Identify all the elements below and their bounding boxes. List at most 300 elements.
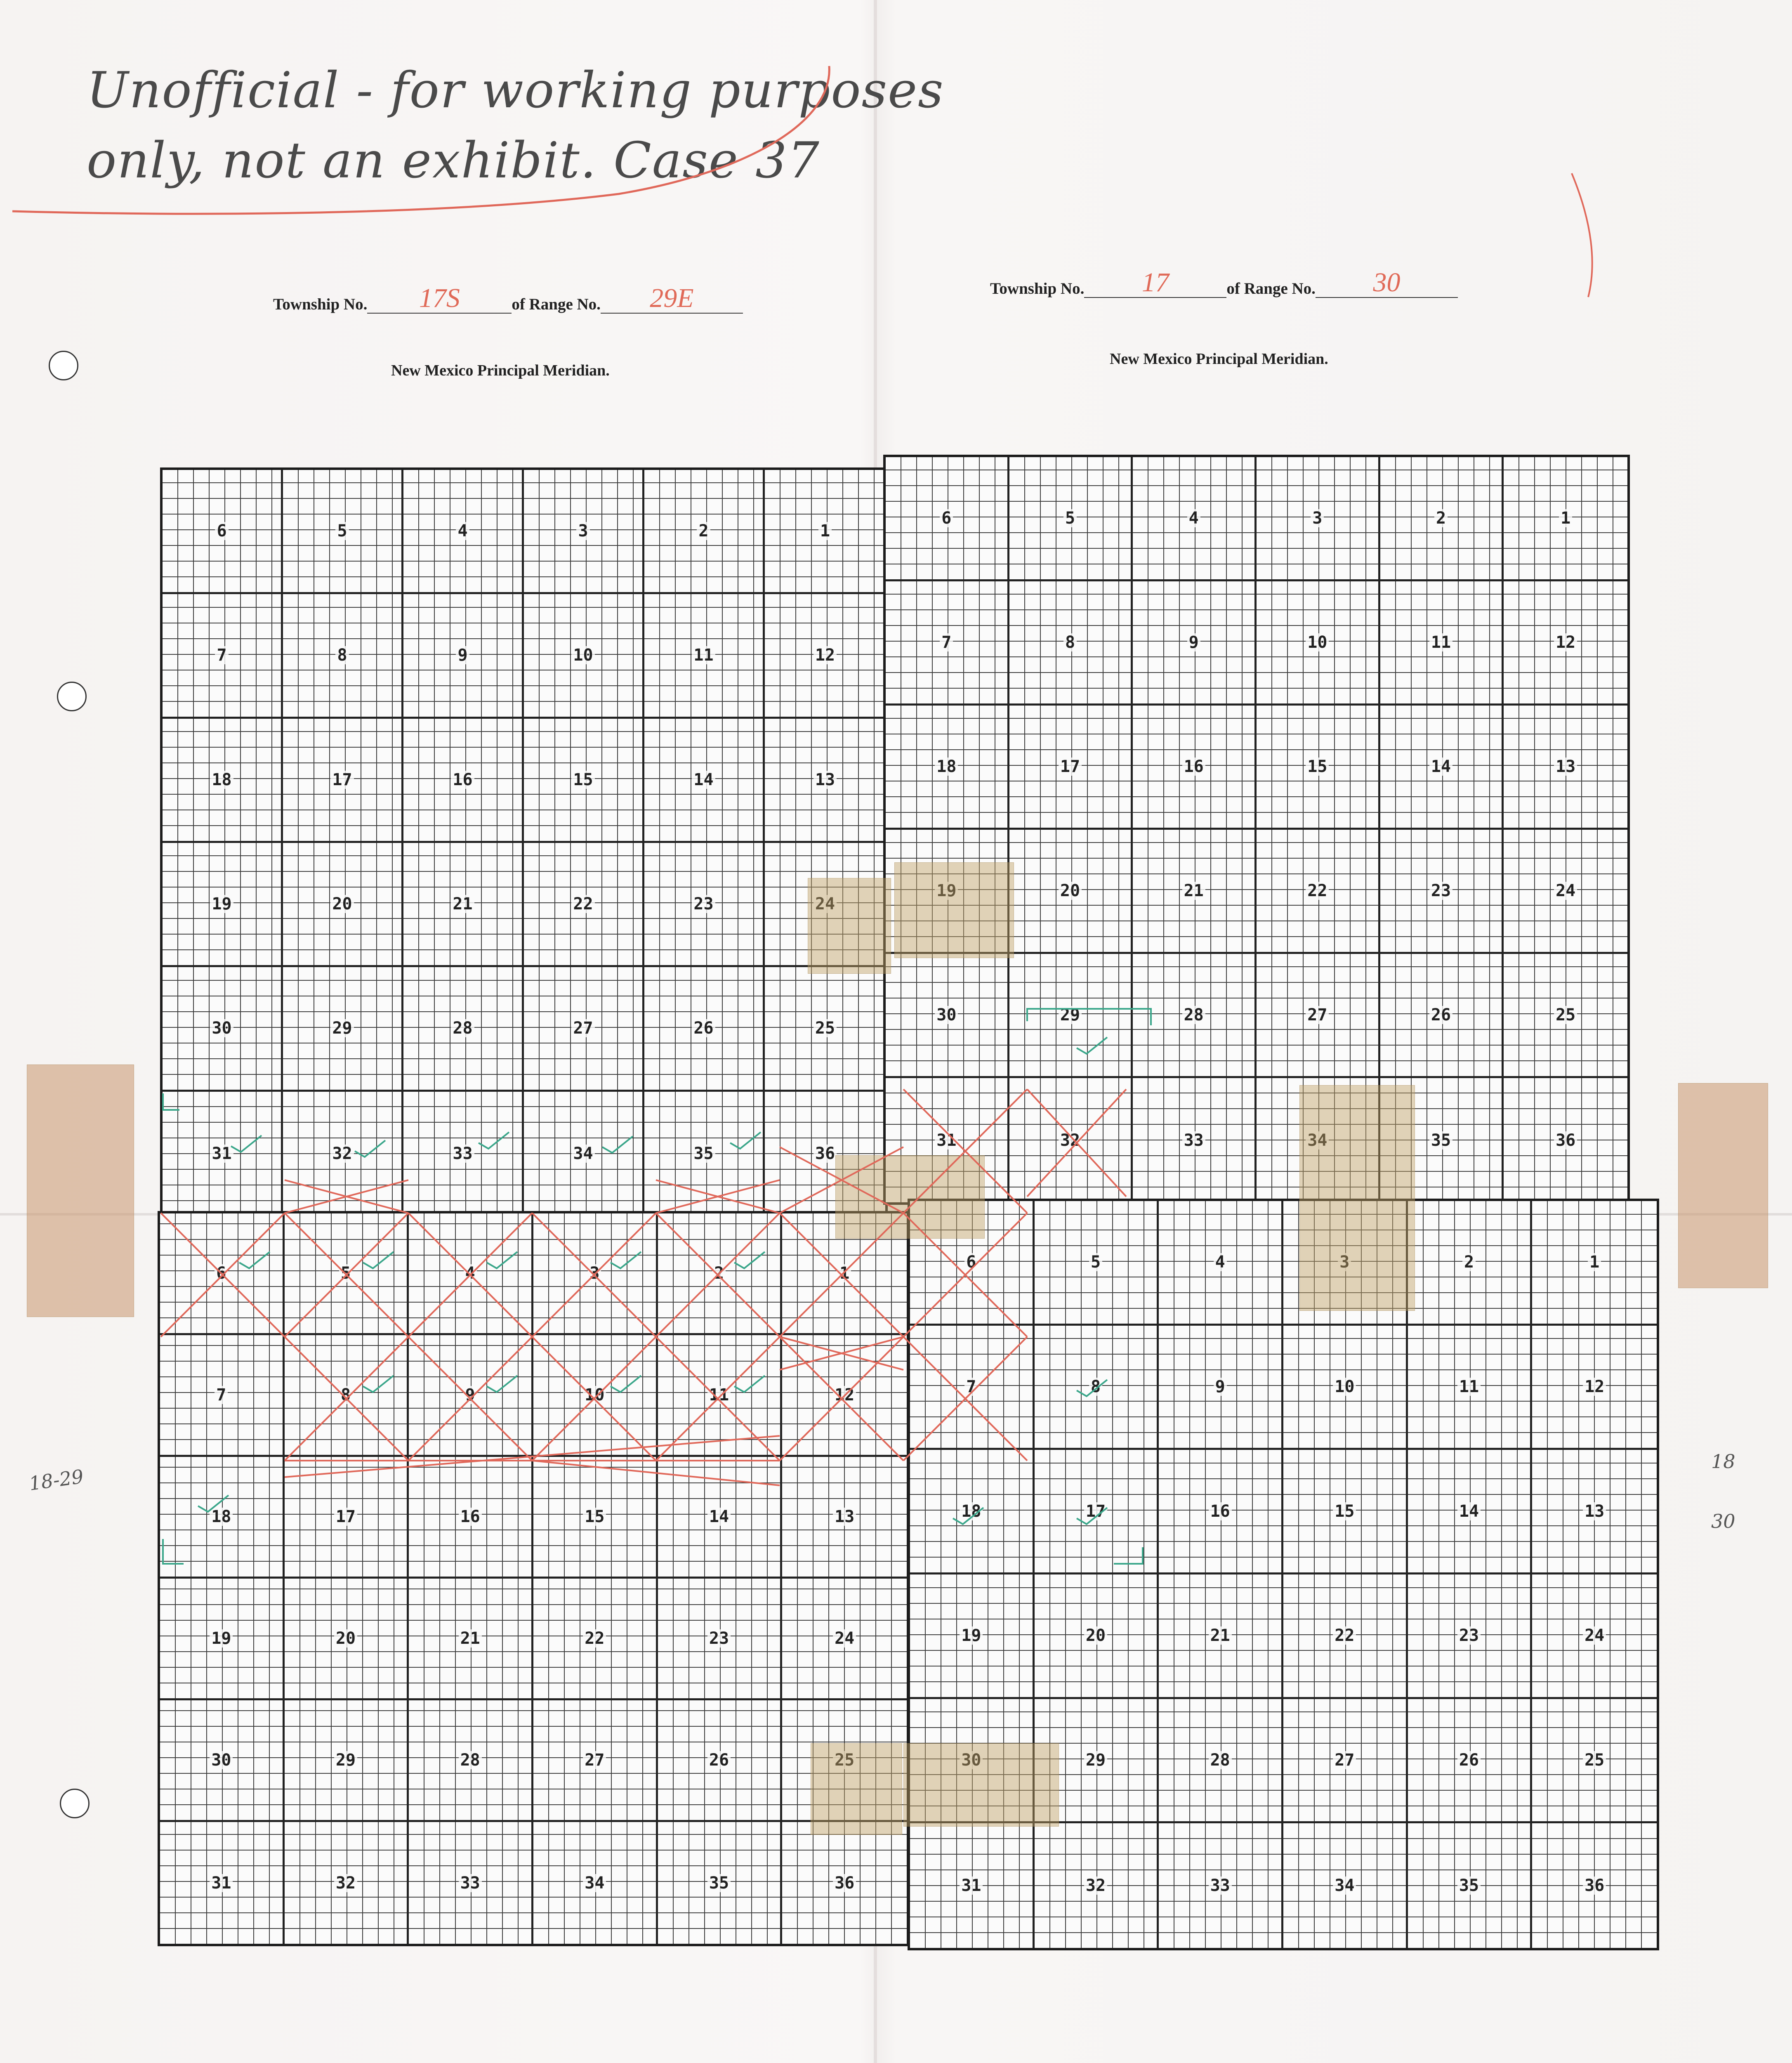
section-number: 18	[935, 758, 958, 776]
section-cell	[1283, 1574, 1408, 1699]
section-cell	[524, 719, 644, 843]
section-number: 29	[334, 1751, 357, 1769]
section-cell	[409, 1335, 533, 1457]
section-number: 21	[459, 1629, 482, 1648]
section-cell	[1133, 830, 1257, 954]
section-cell	[644, 843, 765, 967]
section-number: 31	[935, 1131, 958, 1150]
section-number: 28	[1182, 1006, 1205, 1024]
section-cell	[285, 1335, 409, 1457]
margin-note-right-top: 18	[1711, 1450, 1735, 1473]
section-number: 1	[1559, 509, 1572, 527]
right-range-label: of Range No.	[1226, 280, 1316, 297]
section-number: 19	[935, 882, 958, 900]
section-cell	[1380, 954, 1504, 1078]
section-number: 6	[940, 509, 953, 527]
section-cell	[533, 1822, 658, 1944]
section-number: 2	[712, 1264, 726, 1282]
section-number: 2	[1462, 1253, 1476, 1271]
section-number: 14	[1429, 758, 1452, 776]
section-number: 32	[1059, 1131, 1082, 1150]
section-number: 12	[1583, 1378, 1606, 1396]
section-number: 30	[935, 1006, 958, 1024]
section-number: 14	[1457, 1502, 1481, 1520]
section-number: 35	[1429, 1131, 1452, 1150]
section-number: 7	[940, 633, 953, 651]
section-cell	[1532, 1574, 1657, 1699]
section-number: 9	[1187, 633, 1200, 651]
section-cell	[1408, 1574, 1533, 1699]
section-cell	[1504, 1078, 1627, 1202]
section-number: 35	[1457, 1877, 1481, 1895]
section-number: 36	[833, 1874, 856, 1892]
section-cell	[524, 470, 644, 594]
section-cell	[1257, 581, 1380, 706]
section-cell	[1035, 1574, 1159, 1699]
section-cell	[409, 1579, 533, 1700]
section-number: 3	[1338, 1253, 1351, 1271]
section-cell	[1504, 457, 1627, 581]
section-cell	[1283, 1326, 1408, 1450]
section-number: 35	[707, 1874, 731, 1892]
section-cell	[1504, 954, 1627, 1078]
section-cell	[1257, 457, 1380, 581]
section-number: 15	[1333, 1502, 1356, 1520]
section-cell	[403, 719, 524, 843]
section-number: 2	[697, 522, 710, 540]
township-grid-bottom-right	[908, 1199, 1659, 1950]
section-cell	[910, 1823, 1035, 1948]
section-number: 13	[1583, 1502, 1606, 1520]
section-number: 9	[1214, 1378, 1227, 1396]
section-cell	[658, 1579, 783, 1700]
tape-strip	[27, 1065, 134, 1317]
section-cell	[1532, 1699, 1657, 1824]
section-number: 12	[1554, 633, 1577, 651]
section-number: 22	[583, 1629, 606, 1648]
section-cell	[1035, 1450, 1159, 1574]
section-number: 28	[459, 1751, 482, 1769]
section-cell	[160, 1335, 285, 1457]
section-cell	[782, 1822, 907, 1944]
section-cell	[1257, 706, 1380, 830]
section-number: 8	[335, 646, 349, 664]
right-range-value: 30	[1373, 267, 1401, 297]
section-number: 18	[210, 771, 233, 789]
section-cell	[160, 1822, 285, 1944]
section-number: 27	[583, 1751, 606, 1769]
section-cell	[910, 1450, 1035, 1574]
section-number: 14	[692, 771, 715, 789]
section-cell	[765, 594, 885, 718]
section-number: 17	[334, 1508, 357, 1526]
section-cell	[524, 967, 644, 1091]
section-number: 15	[1306, 758, 1329, 776]
section-number: 4	[1187, 509, 1200, 527]
section-cell	[886, 954, 1009, 1078]
section-number: 2	[1434, 509, 1448, 527]
note-line-2: only, not an exhibit. Case 37	[87, 132, 820, 189]
section-number: 19	[210, 1629, 233, 1648]
section-cell	[1133, 1078, 1257, 1202]
section-cell	[163, 967, 283, 1091]
section-cell	[1159, 1574, 1283, 1699]
section-cell	[533, 1700, 658, 1822]
section-cell	[1133, 581, 1257, 706]
section-cell	[160, 1579, 285, 1700]
section-cell	[1504, 581, 1627, 706]
section-number: 17	[330, 771, 354, 789]
left-range-value: 29E	[650, 283, 694, 313]
section-number: 32	[334, 1874, 357, 1892]
section-number: 10	[571, 646, 594, 664]
section-number: 15	[571, 771, 594, 789]
tape-strip	[1678, 1083, 1768, 1288]
section-cell	[1532, 1450, 1657, 1574]
section-number: 33	[1209, 1877, 1232, 1895]
section-number: 13	[833, 1508, 856, 1526]
section-cell	[1408, 1823, 1533, 1948]
section-cell	[403, 967, 524, 1091]
section-cell	[1380, 581, 1504, 706]
section-cell	[1532, 1823, 1657, 1948]
section-cell	[1504, 830, 1627, 954]
section-number: 24	[1583, 1626, 1606, 1645]
section-number: 6	[215, 522, 228, 540]
section-number: 25	[1554, 1006, 1577, 1024]
section-number: 10	[1333, 1378, 1356, 1396]
section-cell	[782, 1335, 907, 1457]
tape-strip	[835, 1155, 985, 1239]
section-cell	[782, 1457, 907, 1579]
section-cell	[658, 1822, 783, 1944]
tape-strip	[808, 878, 891, 974]
section-number: 21	[451, 895, 474, 913]
right-meridian: New Mexico Principal Meridian.	[1110, 350, 1328, 368]
section-number: 21	[1209, 1626, 1232, 1645]
section-number: 30	[210, 1751, 233, 1769]
section-cell	[1159, 1201, 1283, 1326]
section-cell	[409, 1457, 533, 1579]
section-cell	[644, 1092, 765, 1216]
section-number: 36	[813, 1145, 837, 1163]
section-number: 22	[571, 895, 594, 913]
section-cell	[1035, 1823, 1159, 1948]
section-cell	[533, 1457, 658, 1579]
section-number: 14	[707, 1508, 731, 1526]
section-number: 5	[1089, 1253, 1102, 1271]
section-number: 15	[583, 1508, 606, 1526]
section-number: 18	[210, 1508, 233, 1526]
section-cell	[283, 470, 403, 594]
section-cell	[1380, 706, 1504, 830]
section-cell	[163, 1092, 283, 1216]
section-cell	[765, 719, 885, 843]
section-cell	[886, 457, 1009, 581]
section-number: 11	[1457, 1378, 1481, 1396]
section-cell	[285, 1457, 409, 1579]
section-cell	[1532, 1201, 1657, 1326]
right-township-label: Township No.	[990, 280, 1085, 297]
section-cell	[765, 967, 885, 1091]
section-cell	[658, 1700, 783, 1822]
section-cell	[1283, 1450, 1408, 1574]
section-number: 3	[1311, 509, 1324, 527]
section-cell	[285, 1213, 409, 1335]
section-cell	[403, 594, 524, 718]
margin-note-left: 18-29	[27, 1465, 85, 1495]
section-number: 10	[583, 1386, 606, 1404]
section-number: 35	[692, 1145, 715, 1163]
section-cell	[283, 1092, 403, 1216]
section-number: 33	[451, 1145, 474, 1163]
section-cell	[285, 1822, 409, 1944]
section-number: 19	[210, 895, 233, 913]
section-cell	[1133, 706, 1257, 830]
punch-hole	[60, 1789, 90, 1818]
section-number: 29	[330, 1019, 354, 1037]
red-curve-right	[1572, 173, 1592, 297]
township-grid-top-right	[883, 455, 1630, 1205]
section-number: 24	[833, 1629, 856, 1648]
section-number: 31	[210, 1874, 233, 1892]
punch-hole	[49, 351, 78, 380]
section-number: 34	[1333, 1877, 1356, 1895]
section-cell	[283, 594, 403, 718]
left-township-value: 17S	[419, 283, 460, 313]
section-number: 23	[707, 1629, 731, 1648]
section-number: 11	[1429, 633, 1452, 651]
section-number: 20	[1059, 882, 1082, 900]
section-number: 36	[1583, 1877, 1606, 1895]
section-number: 8	[1063, 633, 1077, 651]
section-number: 9	[456, 646, 469, 664]
section-cell	[782, 1579, 907, 1700]
section-cell	[283, 967, 403, 1091]
right-township-header	[990, 267, 1458, 298]
section-cell	[403, 1092, 524, 1216]
section-number: 20	[330, 895, 354, 913]
left-township-header	[273, 283, 743, 314]
left-township-label: Township No.	[273, 295, 368, 313]
township-grid-bottom-left	[158, 1211, 909, 1946]
section-number: 6	[215, 1264, 228, 1282]
section-cell	[910, 1574, 1035, 1699]
section-number: 34	[1306, 1131, 1329, 1150]
section-cell	[1159, 1699, 1283, 1824]
section-number: 33	[1182, 1131, 1205, 1150]
section-cell	[658, 1457, 783, 1579]
section-cell	[1380, 830, 1504, 954]
section-cell	[1009, 830, 1133, 954]
section-number: 13	[1554, 758, 1577, 776]
section-number: 8	[339, 1386, 352, 1404]
section-cell	[1159, 1450, 1283, 1574]
tape-strip	[811, 1743, 902, 1835]
section-number: 5	[339, 1264, 352, 1282]
section-number: 18	[960, 1502, 983, 1520]
section-cell	[160, 1213, 285, 1335]
section-number: 30	[960, 1751, 983, 1769]
section-number: 16	[451, 771, 474, 789]
section-cell	[1532, 1326, 1657, 1450]
section-cell	[886, 581, 1009, 706]
tape-strip	[1299, 1085, 1415, 1311]
section-number: 16	[1182, 758, 1205, 776]
section-number: 4	[1214, 1253, 1227, 1271]
section-number: 7	[215, 646, 228, 664]
section-number: 7	[215, 1386, 228, 1404]
right-township-value: 17	[1141, 267, 1169, 297]
section-number: 20	[1084, 1626, 1107, 1645]
section-cell	[1380, 457, 1504, 581]
section-cell	[283, 719, 403, 843]
section-number: 22	[1333, 1626, 1356, 1645]
section-number: 31	[210, 1145, 233, 1163]
tape-strip	[903, 1743, 1059, 1827]
section-cell	[1035, 1201, 1159, 1326]
section-number: 25	[833, 1751, 856, 1769]
section-cell	[1009, 581, 1133, 706]
section-number: 17	[1084, 1502, 1107, 1520]
section-cell	[1133, 954, 1257, 1078]
section-cell	[644, 470, 765, 594]
section-cell	[160, 1457, 285, 1579]
section-cell	[1159, 1326, 1283, 1450]
section-cell	[644, 967, 765, 1091]
section-number: 31	[960, 1877, 983, 1895]
section-number: 19	[960, 1626, 983, 1645]
section-number: 16	[459, 1508, 482, 1526]
section-cell	[658, 1213, 783, 1335]
section-cell	[409, 1213, 533, 1335]
section-cell	[1504, 706, 1627, 830]
section-number: 34	[583, 1874, 606, 1892]
section-number: 28	[451, 1019, 474, 1037]
section-number: 30	[210, 1019, 233, 1037]
section-number: 12	[813, 646, 837, 664]
section-cell	[1009, 1078, 1133, 1202]
section-number: 29	[1059, 1006, 1082, 1024]
section-cell	[285, 1700, 409, 1822]
tape-strip	[894, 862, 1014, 958]
section-number: 6	[964, 1253, 978, 1271]
section-cell	[524, 594, 644, 718]
section-cell	[1257, 830, 1380, 954]
section-cell	[1133, 457, 1257, 581]
section-number: 10	[1306, 633, 1329, 651]
section-cell	[1159, 1823, 1283, 1948]
section-cell	[163, 594, 283, 718]
section-cell	[1283, 1699, 1408, 1824]
section-number: 27	[571, 1019, 594, 1037]
section-number: 26	[1457, 1751, 1481, 1769]
left-range-label: of Range No.	[512, 295, 601, 313]
section-cell	[163, 843, 283, 967]
section-number: 12	[833, 1386, 856, 1404]
section-cell	[524, 1092, 644, 1216]
section-number: 4	[464, 1264, 477, 1282]
section-number: 33	[459, 1874, 482, 1892]
section-cell	[1009, 954, 1133, 1078]
section-number: 17	[1059, 758, 1082, 776]
section-cell	[765, 470, 885, 594]
section-cell	[644, 719, 765, 843]
handwritten-note	[8, 45, 944, 219]
section-number: 3	[576, 522, 589, 540]
section-cell	[1408, 1326, 1533, 1450]
section-number: 36	[1554, 1131, 1577, 1150]
section-cell	[1408, 1201, 1533, 1326]
section-cell	[285, 1579, 409, 1700]
section-cell	[403, 843, 524, 967]
section-cell	[403, 470, 524, 594]
section-cell	[283, 843, 403, 967]
section-cell	[658, 1335, 783, 1457]
section-number: 32	[1084, 1877, 1107, 1895]
section-number: 24	[1554, 882, 1577, 900]
section-number: 32	[330, 1145, 354, 1163]
section-number: 24	[813, 895, 837, 913]
section-number: 26	[1429, 1006, 1452, 1024]
section-cell	[1009, 706, 1133, 830]
section-cell	[533, 1579, 658, 1700]
section-number: 4	[456, 522, 469, 540]
section-number: 1	[838, 1264, 851, 1282]
section-number: 20	[334, 1629, 357, 1648]
section-number: 23	[1429, 882, 1452, 900]
section-cell	[163, 719, 283, 843]
section-number: 11	[692, 646, 715, 664]
section-cell	[160, 1700, 285, 1822]
section-cell	[644, 594, 765, 718]
section-cell	[1408, 1699, 1533, 1824]
section-number: 21	[1182, 882, 1205, 900]
section-number: 7	[964, 1378, 978, 1396]
section-number: 3	[588, 1264, 601, 1282]
section-number: 34	[571, 1145, 594, 1163]
section-cell	[1408, 1450, 1533, 1574]
section-number: 27	[1333, 1751, 1356, 1769]
section-cell	[886, 706, 1009, 830]
section-cell	[409, 1700, 533, 1822]
section-number: 25	[813, 1019, 837, 1037]
section-number: 23	[1457, 1626, 1481, 1645]
section-cell	[409, 1822, 533, 1944]
section-cell	[910, 1326, 1035, 1450]
section-cell	[533, 1213, 658, 1335]
section-number: 29	[1084, 1751, 1107, 1769]
section-number: 1	[1588, 1253, 1601, 1271]
section-cell	[1283, 1823, 1408, 1948]
section-number: 28	[1209, 1751, 1232, 1769]
section-cell	[1035, 1326, 1159, 1450]
section-cell	[1257, 954, 1380, 1078]
section-number: 13	[813, 771, 837, 789]
section-number: 23	[692, 895, 715, 913]
section-cell	[1009, 457, 1133, 581]
section-number: 5	[1063, 509, 1077, 527]
section-number: 9	[464, 1386, 477, 1404]
punch-hole	[57, 682, 87, 711]
section-cell	[533, 1335, 658, 1457]
margin-note-right-bottom: 30	[1711, 1510, 1735, 1532]
section-number: 26	[707, 1751, 731, 1769]
section-number: 25	[1583, 1751, 1606, 1769]
section-number: 5	[335, 522, 349, 540]
section-number: 8	[1089, 1378, 1102, 1396]
section-cell	[163, 470, 283, 594]
